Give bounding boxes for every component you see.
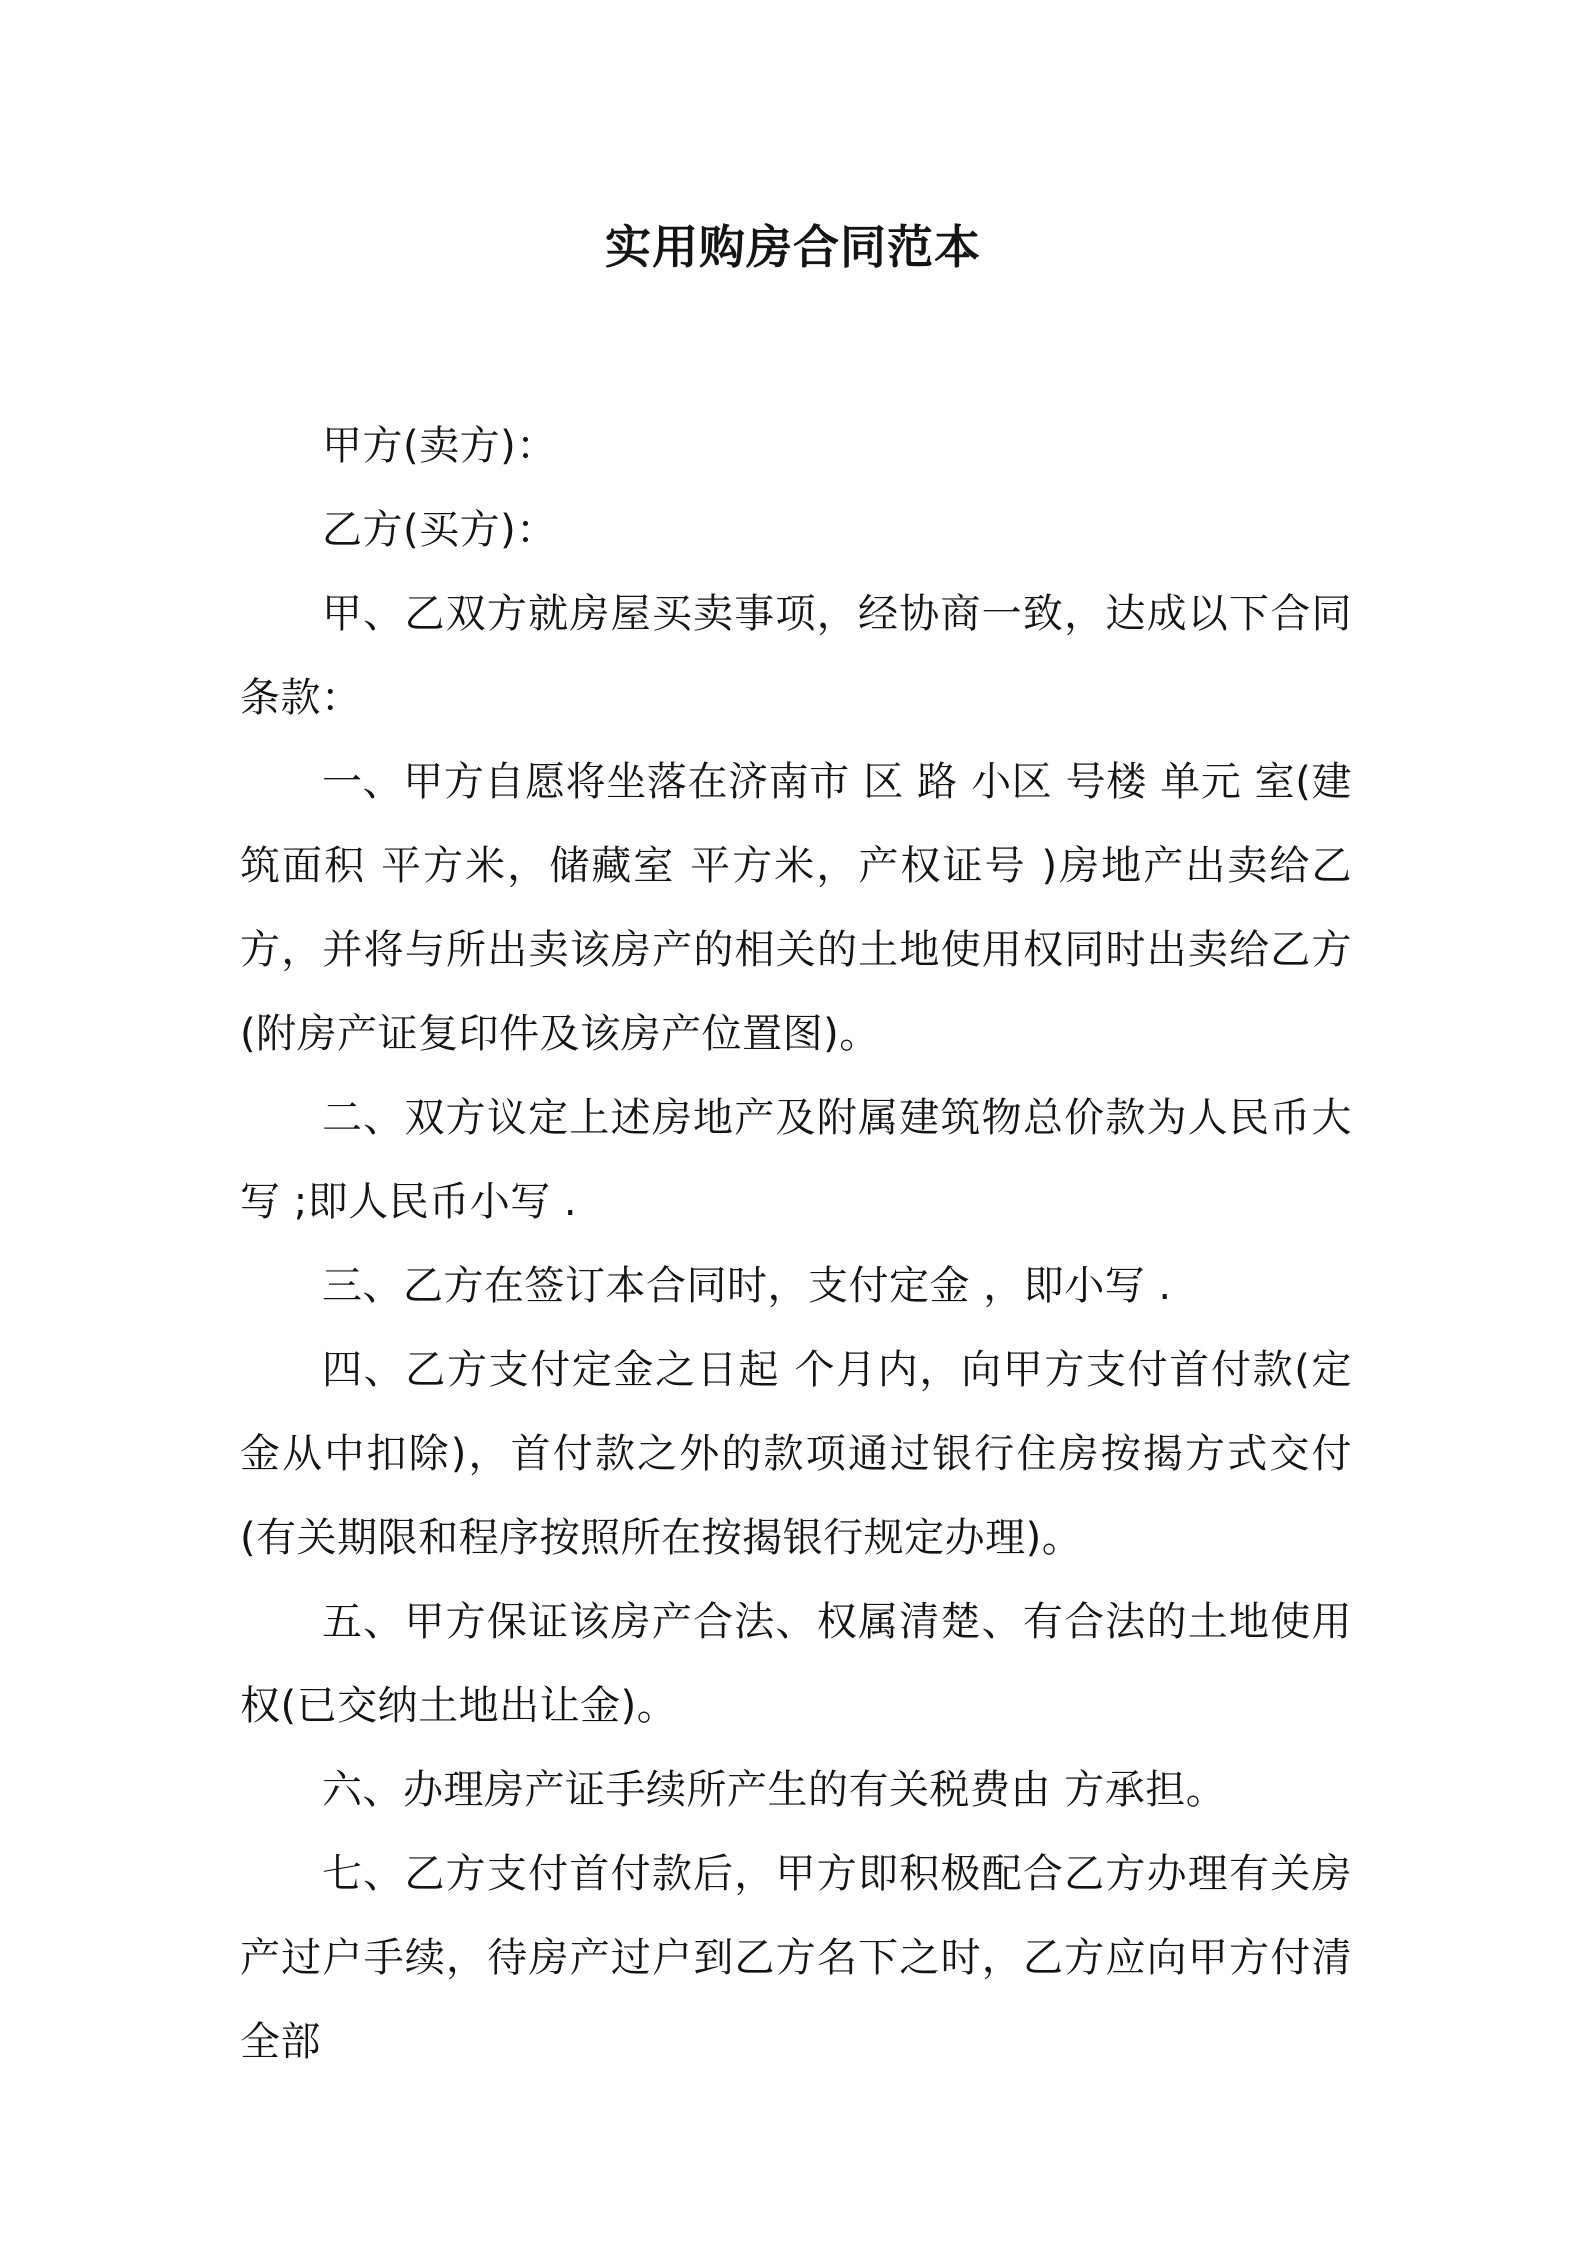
party-b-line: 乙方(买方)： [322, 507, 557, 553]
preamble-paragraph: 甲、乙双方就房屋买卖事项，经协商一致，达成以下合同条款： [240, 591, 1352, 721]
clause-3-paragraph: 三、乙方在签订本合同时，支付定金 ，即小写 . [322, 1263, 1172, 1309]
document-title: 实用购房合同范本 [605, 220, 981, 274]
clause-1-paragraph: 一、甲方自愿将坐落在济南市 区 路 小区 号楼 单元 室(建筑面积 平方米，储藏室 平方米，产权证号 )房地产出卖给乙方，并将与所出卖该房产的相关的土地使用权同时出卖给乙方(附房产证复印件及该房产位置图)。 [240, 759, 1352, 1057]
party-a-line: 甲方(卖方)： [322, 423, 557, 469]
clause-4-paragraph: 四、乙方支付定金之日起 个月内，向甲方支付首付款(定金从中扣除)，首付款之外的款项通过银行住房按揭方式交付(有关期限和程序按照所在按揭银行规定办理)。 [240, 1347, 1352, 1561]
clause-5-paragraph: 五、甲方保证该房产合法、权属清楚、有合法的土地使用权(已交纳土地出让金)。 [240, 1599, 1352, 1729]
clause-2-paragraph: 二、双方议定上述房地产及附属建筑物总价款为人民币大写 ;即人民币小写 . [240, 1095, 1352, 1225]
clause-6-paragraph: 六、办理房产证手续所产生的有关税费由 方承担。 [322, 1767, 1227, 1813]
document-body [240, 404, 1352, 2084]
clause-7-paragraph: 七、乙方支付首付款后，甲方即积极配合乙方办理有关房产过户手续，待房产过户到乙方名下之时，乙方应向甲方付清全部 [240, 1851, 1352, 2065]
